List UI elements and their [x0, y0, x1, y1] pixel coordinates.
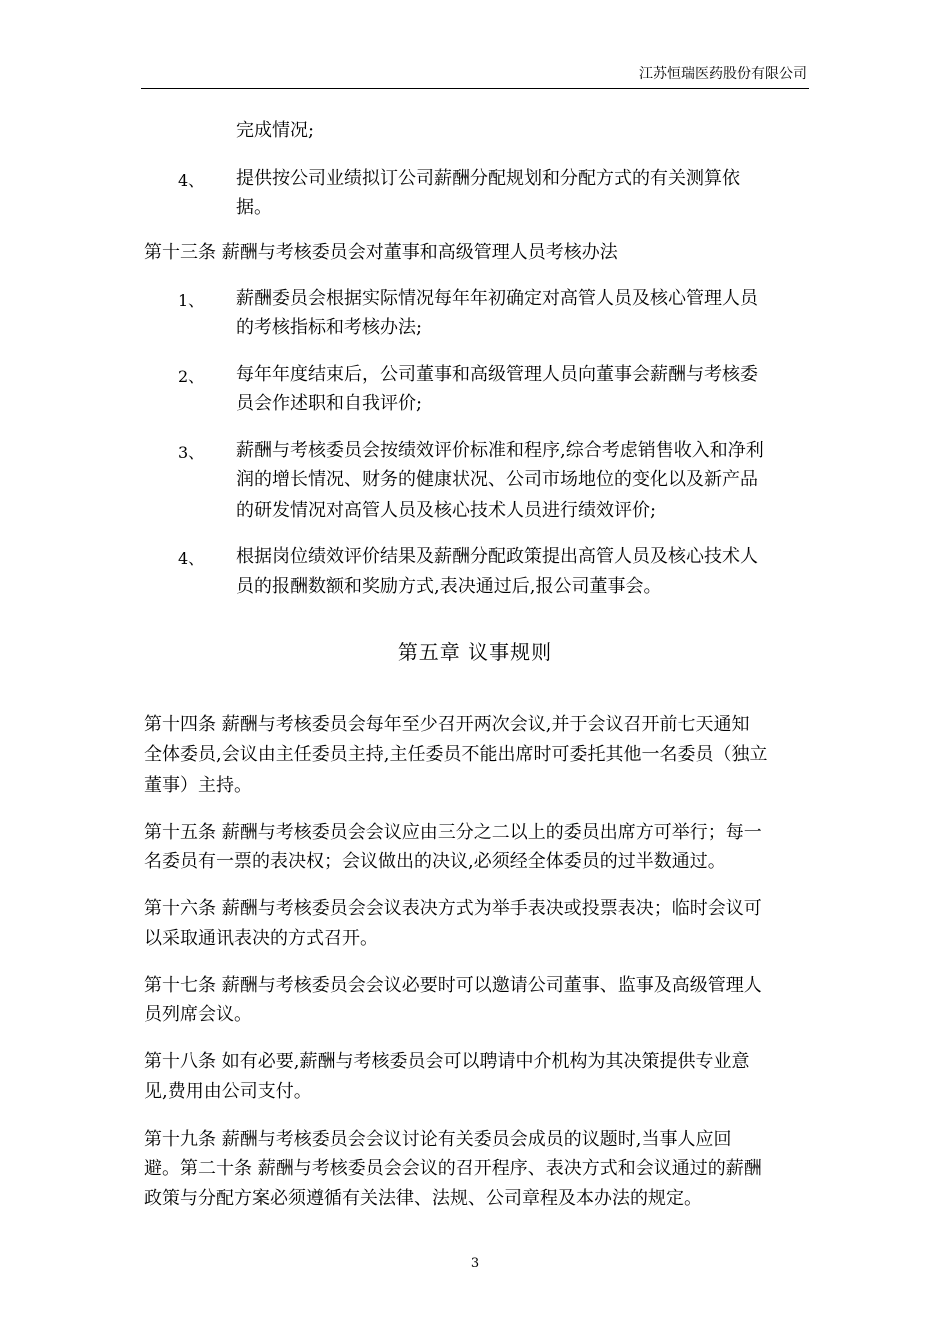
article-line: 名委员有一票的表决权；会议做出的决议,必须经全体委员的过半数通过。 [144, 851, 726, 872]
list-item-number: 4、 [178, 171, 205, 190]
list-item-number: 2、 [178, 367, 205, 386]
article-line: 以采取通讯表决的方式召开。 [144, 928, 378, 949]
article-line: 第十四条 薪酬与考核委员会每年至少召开两次会议,并于会议召开前七天通知 [144, 714, 750, 735]
list-item-text: 根据岗位绩效评价结果及薪酬分配政策提出高管人员及核心技术人 [236, 546, 758, 567]
list-item-number: 1、 [178, 291, 205, 310]
article-line: 董事）主持。 [144, 775, 252, 796]
article-line: 第十七条 薪酬与考核委员会会议必要时可以邀请公司董事、监事及高级管理人 [144, 975, 762, 996]
list-item-text: 的研发情况对高管人员及核心技术人员进行绩效评价; [236, 500, 657, 521]
article-line: 第十九条 薪酬与考核委员会会议讨论有关委员会成员的议题时,当事人应回 [144, 1129, 732, 1150]
list-item-number: 4、 [178, 549, 205, 568]
article-line: 见,费用由公司支付。 [144, 1081, 312, 1102]
article-line: 避。第二十条 薪酬与考核委员会会议的召开程序、表决方式和会议通过的薪酬 [144, 1158, 762, 1179]
article-line: 政策与分配方案必须遵循有关法律、法规、公司章程及本办法的规定。 [144, 1188, 702, 1209]
list-item-text: 润的增长情况、财务的健康状况、公司市场地位的变化以及新产品 [236, 469, 758, 490]
list-item-text: 员的报酬数额和奖励方式,表决通过后,报公司董事会。 [236, 576, 662, 597]
list-item-number: 3、 [178, 443, 205, 462]
list-item-text: 员会作述职和自我评价; [236, 393, 423, 414]
header-rule [141, 88, 809, 89]
article-line: 员列席会议。 [144, 1004, 252, 1025]
chapter-title: 第五章 议事规则 [397, 640, 553, 664]
list-item-text: 薪酬与考核委员会按绩效评价标准和程序,综合考虑销售收入和净利 [236, 440, 764, 461]
article-line: 第十六条 薪酬与考核委员会会议表决方式为举手表决或投票表决；临时会议可 [144, 898, 762, 919]
article-line: 第十八条 如有必要,薪酬与考核委员会可以聘请中介机构为其决策提供专业意 [144, 1051, 750, 1072]
header-company-name: 江苏恒瑞医药股份有限公司 [639, 66, 807, 82]
list-item-text: 据。 [236, 197, 272, 218]
list-item-text: 提供按公司业绩拟订公司薪酬分配规划和分配方式的有关测算依 [236, 168, 740, 189]
item-continuation: 完成情况; [236, 120, 315, 141]
article-line: 全体委员,会议由主任委员主持,主任委员不能出席时可委托其他一名委员（独立 [144, 744, 768, 765]
article-line: 第十五条 薪酬与考核委员会会议应由三分之二以上的委员出席方可举行；每一 [144, 822, 762, 843]
article-13-title: 第十三条 薪酬与考核委员会对董事和高级管理人员考核办法 [144, 242, 618, 263]
list-item-text: 的考核指标和考核办法; [236, 317, 423, 338]
list-item-text: 每年年度结束后，公司董事和高级管理人员向董事会薪酬与考核委 [236, 364, 758, 385]
page-number: 3 [470, 1256, 480, 1271]
list-item-text: 薪酬委员会根据实际情况每年年初确定对高管人员及核心管理人员 [236, 288, 758, 309]
